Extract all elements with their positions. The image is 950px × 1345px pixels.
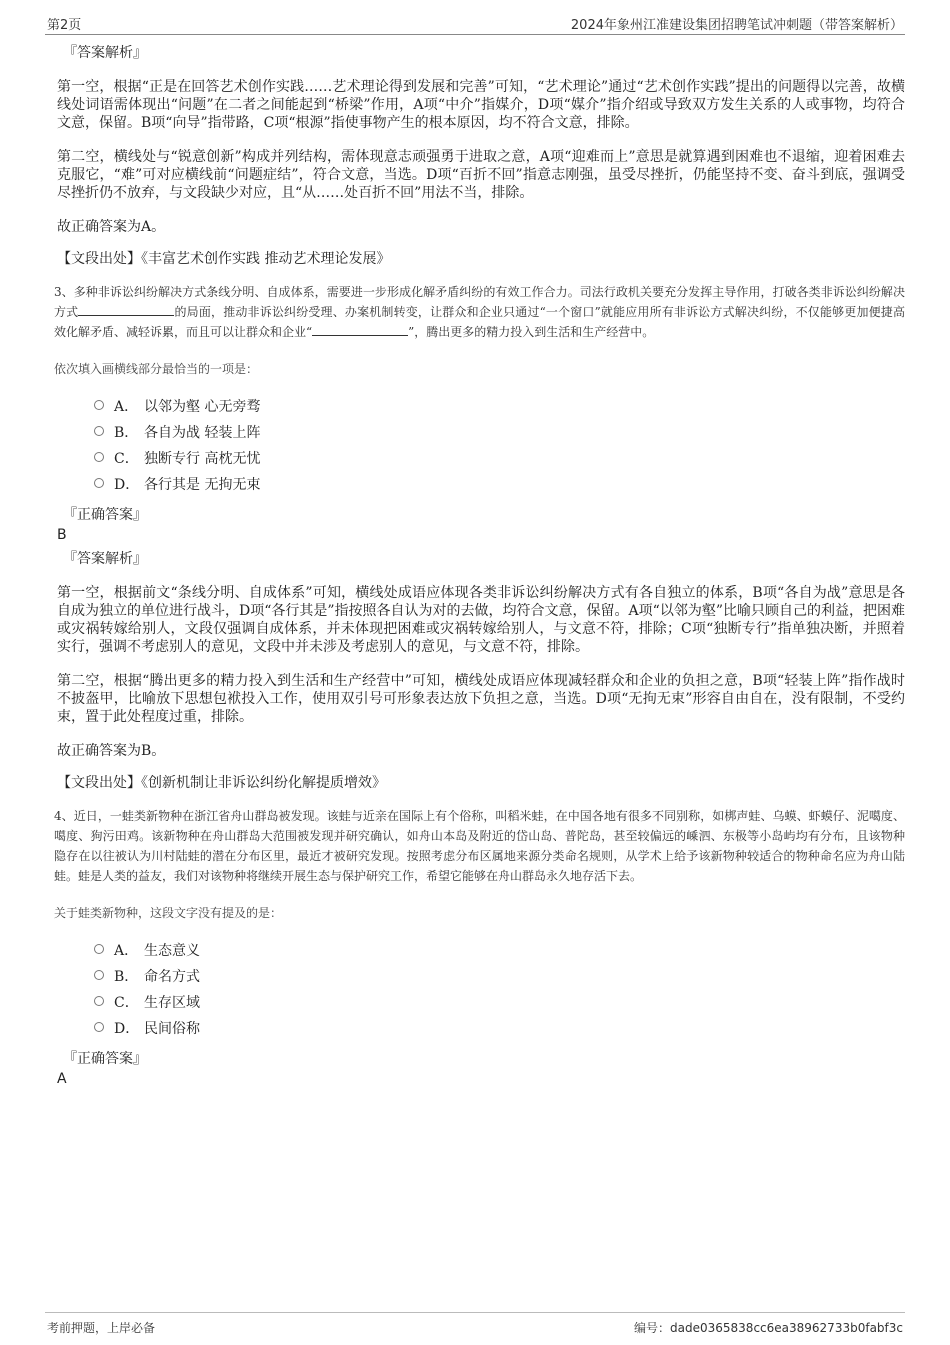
q3-correct-answer: B <box>57 527 67 543</box>
q3-source: 【文段出处】《创新机制让非诉讼纠纷化解提质增效》 <box>57 775 386 791</box>
q3-blank-2 <box>312 325 408 336</box>
q3-conclusion: 故正确答案为B。 <box>57 743 166 759</box>
q2-analysis-para2: 第二空，横线处与“锐意创新”构成并列结构，需体现意志顽强勇于进取之意，A项“迎难而上”意思是就算遇到困难也不退缩，迎着困难去克服它，“难”可对应横线前“问题症结”，符合文意，当选。D项“百折不回”指意志刚强，虽受尽挫折，仍能坚持不变、奋斗到底，强调受尽挫折仍不放弃，与文段缺少对应，且“从……处百折不回”用法不当，排除。 <box>57 149 905 201</box>
q3-analysis-para1: 第一空，根据前文“条线分明、自成体系”可知，横线处成语应体现各类非诉讼纠纷解决方式有各自独立的体系，B项“各自为战”意思是各自成为独立的单位进行战斗，D项“各行其是”指按照各自认为对的去做，均符合文意，保留。A项“以邻为壑”比喻只顾自己的利益，把困难或灾祸转嫁给别人，文段仅强调自成体系，并未体现把困难或灾祸转嫁给别人，与文意不符，排除；C项“独断专行”指单独决断，并照着实行，强调不考虑别人的意见，文段中并未涉及考虑别人的意见，与文意不符，排除。 <box>57 585 905 655</box>
q3-prompt: 依次填入画横线部分最恰当的一项是： <box>54 362 259 376</box>
radio-icon[interactable] <box>94 1022 104 1032</box>
q3-correct-label: 『正确答案』 <box>63 507 147 523</box>
q3-analysis-para2: 第二空，根据“腾出更多的精力投入到生活和生产经营中”可知，横线处成语应体现减轻群众和企业的负担之意，B项“轻装上阵”指作战时不披盔甲，比喻放下思想包袱投入工作，使用双引号可形象表达放下负担之意，当选。D项“无拘无束”形容自由自在，没有限制，不受约束，置于此处程度过重，排除。 <box>57 673 905 725</box>
q4-text: 4、近日，一蛙类新物种在浙江省舟山群岛被发现。该蛙与近亲在国际上有个俗称，叫稻米蛙，在中国各地有很多不同别称，如梆声蛙、乌蟆、虾蟆仔、泥噶度、噶度、狗污田鸡。该新物种在舟山群岛大范围被发现并研究确认，如舟山本岛及附近的岱山岛、普陀岛，甚至较偏远的嵊泗、东极等小岛屿均有分布，且该物种隐存在以往被认为川村陆蛙的潜在分布区里，最近才被研究发现。按照考虑分布区属地来源分类命名规则，从学术上给予该新物种较适合的物种命名应为舟山陆蛙。蛙是人类的益友，我们对该物种将继续开展生态与保护研究工作，希望它能够在舟山群岛永久地存活下去。 <box>54 809 905 883</box>
page-number: 第2页 <box>47 18 82 33</box>
q3-options <box>94 394 905 498</box>
q4-correct-label: 『正确答案』 <box>63 1051 147 1067</box>
radio-icon[interactable] <box>94 452 104 462</box>
q4-correct-answer: A <box>57 1071 67 1087</box>
document-title: 2024年象州江准建设集团招聘笔试冲刺题（带答案解析） <box>570 18 903 33</box>
q4-options <box>94 938 905 1042</box>
q2-analysis-label: 『答案解析』 <box>63 45 147 61</box>
footer-slogan: 考前押题，上岸必备 <box>47 1321 156 1335</box>
q3-blank-1 <box>78 305 174 316</box>
q3-option-b[interactable]: B． 各自为战 轻装上阵 <box>94 420 905 446</box>
page-footer <box>45 1312 905 1339</box>
radio-icon[interactable] <box>94 400 104 410</box>
q3-text: 3、多种非诉讼纠纷解决方式条线分明、自成体系，需要进一步形成化解矛盾纠纷的有效工作合力。司法行政机关要充分发挥主导作用，打破各类非诉讼纠纷解决方式 的局面，推动非诉讼纠纷受理、办案机制转变，让群众和企业只通过“一个窗口”就能应用所有非诉讼方式解决纠纷，不仅能够更加便捷高效化解矛盾、减轻诉累，而且可以让群众和企业“ ”，腾出更多的精力投入到生活和生产经营中。 <box>54 285 905 339</box>
radio-icon[interactable] <box>94 996 104 1006</box>
page-content <box>54 44 905 1094</box>
q3-option-c[interactable]: C． 独断专行 高枕无忧 <box>94 446 905 472</box>
page-header <box>45 12 905 35</box>
q2-conclusion: 故正确答案为A。 <box>57 219 166 235</box>
q2-source: 【文段出处】《丰富艺术创作实践 推动艺术理论发展》 <box>57 251 391 267</box>
q3-option-a[interactable]: A． 以邻为壑 心无旁骛 <box>94 394 905 420</box>
q4-option-b[interactable]: B． 命名方式 <box>94 964 905 990</box>
q3-analysis-label: 『答案解析』 <box>63 551 147 567</box>
q3-option-d[interactable]: D． 各行其是 无拘无束 <box>94 472 905 498</box>
radio-icon[interactable] <box>94 970 104 980</box>
radio-icon[interactable] <box>94 426 104 436</box>
document-code: 编号：dade0365838cc6ea38962733b0fabf3c <box>634 1321 903 1335</box>
q4-option-d[interactable]: D． 民间俗称 <box>94 1016 905 1042</box>
radio-icon[interactable] <box>94 478 104 488</box>
radio-icon[interactable] <box>94 944 104 954</box>
q4-option-a[interactable]: A． 生态意义 <box>94 938 905 964</box>
q2-analysis-para1: 第一空，根据“正是在回答艺术创作实践……艺术理论得到发展和完善”可知，“艺术理论”通过“艺术创作实践”提出的问题得以完善，故横线处词语需体现出“问题”在二者之间能起到“桥梁”作用，A项“中介”指媒介，D项“媒介”指介绍或导致双方发生关系的人或事物，均符合文意，保留。B项“向导”指带路，C项“根源”指使事物产生的根本原因，均不符合文意，排除。 <box>57 79 905 131</box>
q4-prompt: 关于蛙类新物种，这段文字没有提及的是： <box>54 906 283 920</box>
q4-option-c[interactable]: C． 生存区域 <box>94 990 905 1016</box>
